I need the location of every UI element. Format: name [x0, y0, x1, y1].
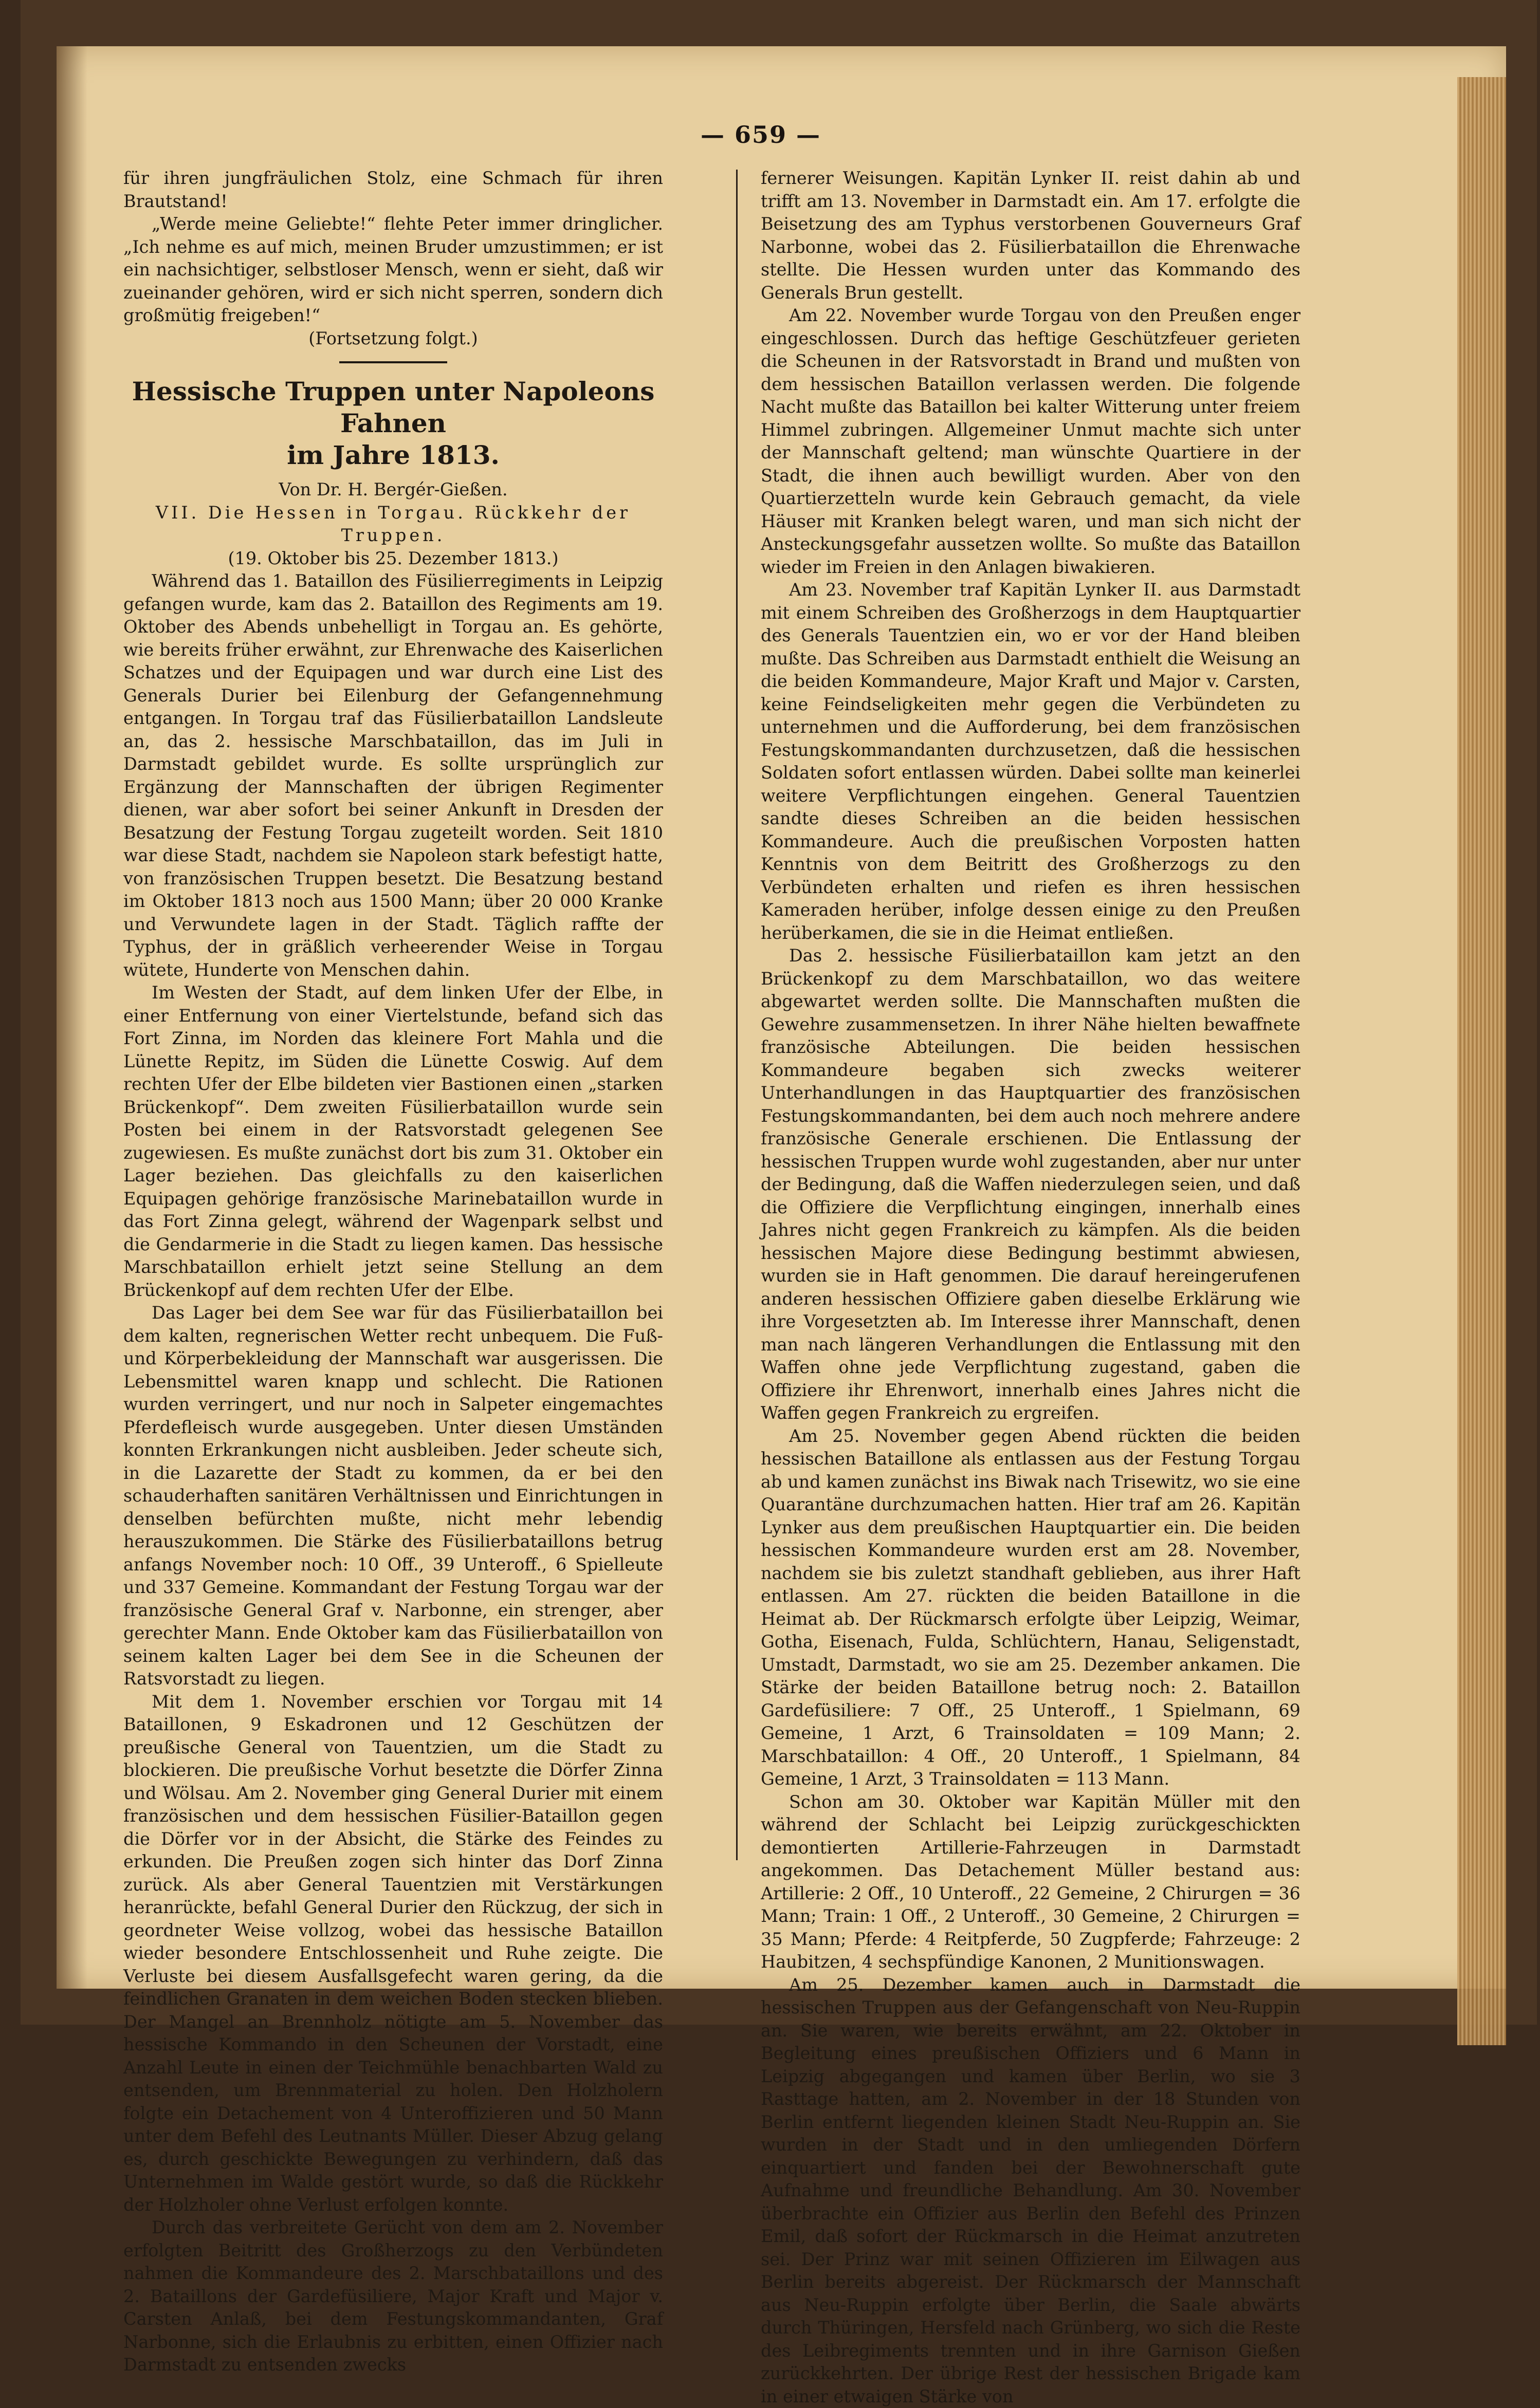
column-divider [736, 170, 738, 1860]
story-text: für ihren jungfräulichen Stolz, eine Schmach für ihren Brautstand! [123, 167, 663, 213]
paragraph: Im Westen der Stadt, auf dem linken Ufer der Elbe, in einer Entfernung von einer Viertelstunde, befand sich das Fort Zinna, im Norden das kleinere Fort Mahla und die Lünette Repitz, im Süden die Lünette Coswig. Auf dem rechten Ufer der Elbe bildeten vier Bastionen einen „starken Brückenkopf“. Dem zweiten Füsilierbataillon wurde sein Posten bei einem in der Ratsvorstadt gelegenen See zugewiesen. Es mußte zunächst dort bis zum 31. Oktober ein Lager beziehen. Das gleichfalls zu den kaiserlichen Equipagen gehörige französische Marinebataillon wurde in das Fort Zinna gelegt, während der Wagenpark selbst und die Gendarmerie in die Stadt zu liegen kamen. Das hessische Marschbataillon erhielt jetzt seine Stellung an dem Brückenkopf auf dem rechten Ufer der Elbe. [123, 981, 663, 1302]
continuation-note: (Fortsetzung folgt.) [123, 327, 663, 350]
article-title [123, 376, 663, 471]
section-heading: VII. Die Hessen in Torgau. Rückkehr der Truppen. [123, 502, 663, 547]
paragraph: Am 23. November traf Kapitän Lynker II. aus Darmstadt mit einem Schreiben des Großherzogs in dem Hauptquartier des Generals Tauentzien ein, wo er vor der Hand bleiben mußte. Das Schreiben aus Darmstadt enthielt die Weisung an die beiden Kommandeure, Major Kraft und Major v. Carsten, keine Feindseligkeiten mehr gegen die Verbündeten zu unternehmen und die Aufforderung, bei dem französischen Festungskommandanten durchzusetzen, daß die hessischen Soldaten sofort entlassen würden. Dabei sollte man keinerlei weitere Verpflichtungen eingehen. General Tauentzien sandte dieses Schreiben an die beiden hessischen Kommandeure. Auch die preußischen Vorposten hatten Kenntnis von dem Beitritt des Großherzogs zu den Verbündeten erhalten und riefen es ihren hessischen Kameraden herüber, infolge dessen einige zu den Preußen herüberkamen, die sie in die Heimat entließen. [761, 579, 1300, 944]
page-number: — 659 — [684, 121, 838, 149]
paragraph: Am 22. November wurde Torgau von den Preußen enger eingeschlossen. Durch das heftige Geschützfeuer gerieten die Scheunen in der Ratsvorstadt in Brand und mußten von dem hessischen Bataillon verlassen werden. Die folgende Nacht mußte das Bataillon bei kalter Witterung unter freiem Himmel zubringen. Allgemeiner Unmut machte sich unter der Mannschaft geltend; man wünschte Quartiere in der Stadt, die ihnen auch bewilligt wurden. Aber von den Quartierzetteln wurde kein Gebrauch gemacht, da viele Häuser mit Kranken belegt waren, und man sich nicht der Ansteckungsgefahr aussetzen wollte. So mußte das Bataillon wieder im Freien in den Anlagen biwakieren. [761, 304, 1300, 579]
paragraph: Durch das verbreitete Gerücht von dem am 2. November erfolgten Beitritt des Großherzogs zu den Verbündeten nahmen die Kommandeure des 2. Marschbataillons und des 2. Bataillons der Gardefüsiliere, Major Kraft und Major v. Carsten Anlaß, bei dem Festungskommandanten, Graf Narbonne, sich die Erlaubnis zu erbitten, einen Offizier nach Darmstadt zu entsenden zwecks [123, 2216, 663, 2377]
paragraph: fernerer Weisungen. Kapitän Lynker II. reist dahin ab und trifft am 13. November in Darmstadt ein. Am 17. erfolgte die Beisetzung des am Typhus verstorbenen Gouverneurs Graf Narbonne, wobei das 2. Füsilierbataillon die Ehrenwache stellte. Die Hessen wurden unter das Kommando des Generals Brun gestellt. [761, 167, 1300, 304]
right-column [761, 167, 1300, 2408]
paragraph: Das 2. hessische Füsilierbataillon kam jetzt an den Brückenkopf zu dem Marschbataillon, wo das weitere abgewartet werden sollte. Die Mannschaften mußten die Gewehre zusammensetzen. In ihrer Nähe hielten bewaffnete französische Abteilungen. Die beiden hessischen Kommandeure begaben sich zwecks weiterer Unterhandlungen in das Hauptquartier des französischen Festungskommandanten, bei dem auch noch mehrere andere französische Generale erschienen. Die Entlassung der hessischen Truppen wurde wohl zugestanden, aber nur unter der Bedingung, daß die Waffen niederzulegen seien, und daß die Offiziere die Verpflichtung eingingen, innerhalb eines Jahres nicht gegen Frankreich zu kämpfen. Als die beiden hessischen Majore diese Bedingung bestimmt abwiesen, wurden sie in Haft genommen. Die darauf hereingerufenen anderen hessischen Offiziere gaben dieselbe Erklärung wie ihre Vorgesetzten ab. Im Interesse ihrer Mannschaft, denen man nach längeren Verhandlungen die Entlassung mit den Waffen ohne jede Verpflichtung zugestand, gaben die Offiziere ihr Ehrenwort, innerhalb eines Jahres nicht die Waffen gegen Frankreich zu ergreifen. [761, 944, 1300, 1425]
gutter-shadow [57, 46, 87, 1989]
article-title-line: Hessische Truppen unter Napoleons Fahnen [123, 376, 663, 439]
byline: Von Dr. H. Bergér-Gießen. [123, 478, 663, 502]
article-title-line: im Jahre 1813. [123, 439, 663, 471]
paragraph: Schon am 30. Oktober war Kapitän Müller mit den während der Schlacht bei Leipzig zurückgeschickten demontierten Artillerie-Fahrzeugen in Darmstadt angekommen. Das Detachement Müller bestand aus: Artillerie: 2 Off., 10 Unteroff., 22 Gemeine, 2 Chirurgen = 36 Mann; Train: 1 Off., 2 Unteroff., 30 Gemeine, 2 Chirurgen = 35 Mann; Pferde: 4 Reitpferde, 50 Zugpferde; Fahrzeuge: 2 Haubitzen, 4 sechspfündige Kanonen, 2 Munitionswagen. [761, 1791, 1300, 1974]
date-range: (19. Oktober bis 25. Dezember 1813.) [123, 547, 663, 570]
story-text: „Werde meine Geliebte!“ flehte Peter immer dringlicher. „Ich nehme es auf mich, meinen Bruder umzustimmen; er ist ein nachsichtiger, selbstloser Mensch, wenn er sieht, daß wir zueinander gehören, wird er sich nicht sperren, sondern dich großmütig freigeben!“ [123, 213, 663, 327]
section-rule [339, 361, 447, 363]
paragraph: Am 25. Dezember kamen auch in Darmstadt die hessischen Truppen aus der Gefangenschaft von Neu-Ruppin an. Sie waren, wie bereits erwähnt, am 22. Oktober in Begleitung eines preußischen Offiziers und 6 Mann in Leipzig abgegangen und kamen über Berlin, wo sie 3 Rasttage hatten, am 2. November in der 18 Stunden von Berlin entfernt liegenden kleinen Stadt Neu-Ruppin an. Sie wurden in der Stadt und in den umliegenden Dörfern einquartiert und fanden bei der Bewohnerschaft gute Aufnahme und freundliche Behandlung. Am 30. November überbrachte ein Offizier aus Berlin den Befehl des Prinzen Emil, daß sofort der Rückmarsch in die Heimat anzutreten sei. Der Prinz war mit seinen Offizieren im Eilwagen aus Berlin bereits abgereist. Der Rückmarsch der Mannschaft aus Neu-Ruppin erfolgte über Berlin, die Saale abwärts durch Thüringen, Hersfeld nach Grünberg, wo sich die Reste des Leibregiments trennten und in ihre Garnison Gießen zurückkehrten. Der übrige Rest der hessischen Brigade kam in einer etwaigen Stärke von [761, 1974, 1300, 2408]
paragraph: Am 25. November gegen Abend rückten die beiden hessischen Bataillone als entlassen aus der Festung Torgau ab und kamen zunächst ins Biwak nach Trisewitz, wo sie eine Quarantäne durchzumachen hatten. Hier traf am 26. Kapitän Lynker aus dem preußischen Hauptquartier ein. Die beiden hessischen Kommandeure wurden erst am 28. November, nachdem sie bis zuletzt standhaft geblieben, aus ihrer Haft entlassen. Am 27. rückten die beiden Bataillone in die Heimat ab. Der Rückmarsch erfolgte über Leipzig, Weimar, Gotha, Eisenach, Fulda, Schlüchtern, Hanau, Seligenstadt, Umstadt, Darmstadt, wo sie am 25. Dezember ankamen. Die Stärke der beiden Bataillone betrug noch: 2. Bataillon Gardefüsiliere: 7 Off., 25 Unteroff., 1 Spielmann, 69 Gemeine, 1 Arzt, 6 Trainsoldaten = 109 Mann; 2. Marschbataillon: 4 Off., 20 Unteroff., 1 Spielmann, 84 Gemeine, 1 Arzt, 3 Trainsoldaten = 113 Mann. [761, 1425, 1300, 1791]
left-column [123, 167, 663, 2377]
paragraph: Mit dem 1. November erschien vor Torgau mit 14 Bataillonen, 9 Eskadronen und 12 Geschützen der preußische General von Tauentzien, um die Stadt zu blockieren. Die preußische Vorhut besetzte die Dörfer Zinna und Wölsau. Am 2. November ging General Durier mit einem französischen und dem hessischen Füsilier-Bataillon gegen die Dörfer vor in der Absicht, die Stärke des Feindes zu erkunden. Die Preußen zogen sich hinter das Dorf Zinna zurück. Als aber General Tauentzien mit Verstärkungen heranrückte, befahl General Durier den Rückzug, der sich in geordneter Weise vollzog, wobei das hessische Bataillon wieder besondere Entschlossenheit und Ruhe zeigte. Die Verluste bei diesem Ausfallsgefecht waren gering, da die feindlichen Granaten in dem weichen Boden stecken blieben. Der Mangel an Brennholz nötigte am 5. November das hessische Kommando in den Scheunen der Vorstadt, eine Anzahl Leute in einen der Teichmühle benachbarten Wald zu entsenden, um Brennmaterial zu holen. Den Holzholern folgte ein Detachement von 4 Unteroffizieren und 50 Mann unter dem Befehl des Leutnants Müller. Dieser Abzug gelang es, durch geschickte Bewegungen zu verhindern, daß das Unternehmen im Walde gestört wurde, so daß die Rückkehr der Holzholer ohne Verlust erfolgen konnte. [123, 1691, 663, 2217]
paragraph: Das Lager bei dem See war für das Füsilierbataillon bei dem kalten, regnerischen Wetter recht unbequem. Die Fuß- und Körperbekleidung der Mannschaft war ausgerissen. Die Lebensmittel waren knapp und schlecht. Die Rationen wurden verringert, und nur noch in Salpeter eingemachtes Pferdefleisch wurde ausgegeben. Unter diesen Umständen konnten Erkrankungen nicht ausbleiben. Jeder scheute sich, in die Lazarette der Stadt zu kommen, da er bei den schauderhaften sanitären Verhältnissen und Einrichtungen in denselben befürchten mußte, nicht mehr lebendig herauszukommen. Die Stärke des Füsilierbataillons betrug anfangs November noch: 10 Off., 39 Unteroff., 6 Spielleute und 337 Gemeine. Kommandant der Festung Torgau war der französische General Graf v. Narbonne, ein strenger, aber gerechter Mann. Ende Oktober kam das Füsilierbataillon von seinem kalten Lager bei dem See in die Scheunen der Ratsvorstadt zu liegen. [123, 1302, 663, 1691]
paragraph: Während das 1. Bataillon des Füsilierregiments in Leipzig gefangen wurde, kam das 2. Bataillon des Regiments am 19. Oktober des Abends unbehelligt in Torgau an. Es gehörte, wie bereits früher erwähnt, zur Ehrenwache des Kaiserlichen Schatzes und der Equipagen und war durch eine List des Generals Durier bei Eilenburg der Gefangennehmung entgangen. In Torgau traf das Füsilierbataillon Landsleute an, das 2. hessische Marschbataillon, das im Juli in Darmstadt gebildet wurde. Es sollte ursprünglich zur Ergänzung der Mannschaften der übrigen Regimenter dienen, war aber sofort bei seiner Ankunft in Dresden der Besatzung der Festung Torgau zugeteilt worden. Seit 1810 war diese Stadt, nachdem sie Napoleon stark befestigt hatte, von französischen Truppen besetzt. Die Besatzung bestand im Oktober 1813 noch aus 1500 Mann; über 20 000 Kranke und Verwundete lagen in der Stadt. Täglich raffte der Typhus, der in gräßlich verheerender Weise in Torgau wütete, Hunderte von Menschen dahin. [123, 570, 663, 981]
page-edges [1457, 77, 1506, 2045]
